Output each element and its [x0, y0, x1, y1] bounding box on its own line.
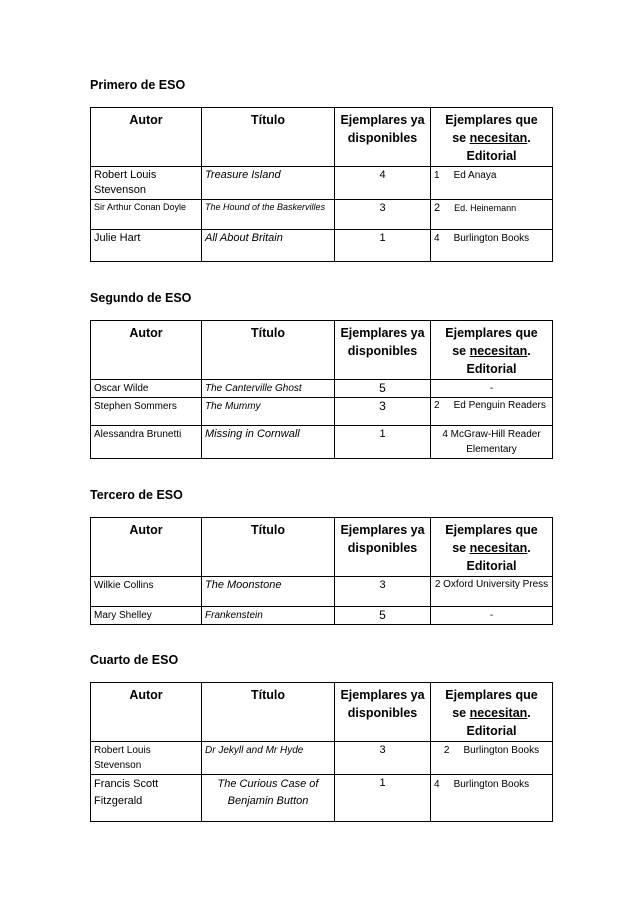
cell-editorial: 2 Oxford University Press	[431, 577, 553, 607]
cell-editorial: 4 Burlington Books	[431, 230, 553, 262]
header-necesitan: Ejemplares que se necesitan. Editorial	[431, 321, 553, 380]
cell-ejemplares: 5	[335, 380, 431, 398]
header-autor: Autor	[91, 321, 202, 380]
table-row	[91, 426, 553, 459]
header-titulo: Título	[202, 518, 335, 577]
cell-titulo: Treasure Island	[202, 167, 335, 200]
cell-autor: Wilkie Collins	[91, 577, 202, 607]
cell-editorial: -	[431, 380, 553, 398]
section-segundo	[90, 289, 552, 459]
cell-titulo: Missing in Cornwall	[202, 426, 335, 459]
cell-ejemplares: 3	[335, 577, 431, 607]
header-titulo: Título	[202, 108, 335, 167]
table-row	[91, 380, 553, 398]
header-titulo: Título	[202, 683, 335, 742]
table-row	[91, 775, 553, 822]
cell-titulo: All About Britain	[202, 230, 335, 262]
section-tercero	[90, 486, 552, 625]
cell-titulo: The Moonstone	[202, 577, 335, 607]
cell-autor: Francis Scott Fitzgerald	[91, 775, 202, 822]
header-ejemplares: Ejemplares ya disponibles	[335, 683, 431, 742]
table-row	[91, 167, 553, 200]
cell-editorial: 2 Burlington Books	[431, 742, 553, 775]
header-autor: Autor	[91, 518, 202, 577]
cell-titulo: The Mummy	[202, 398, 335, 426]
books-table	[90, 682, 553, 822]
cell-titulo: The Canterville Ghost	[202, 380, 335, 398]
header-necesitan: Ejemplares que se necesitan. Editorial	[431, 683, 553, 742]
cell-autor: Robert Louis Stevenson	[91, 167, 202, 200]
cell-titulo: The Hound of the Baskervilles	[202, 200, 335, 230]
cell-titulo: The Curious Case of Benjamin Button	[202, 775, 335, 822]
cell-editorial: 4 Burlington Books	[431, 775, 553, 822]
section-primero	[90, 76, 552, 262]
cell-editorial: 2 Ed. Heinemann	[431, 200, 553, 230]
table-row	[91, 607, 553, 625]
section-cuarto	[90, 651, 552, 822]
header-necesitan: Ejemplares que se necesitan. Editorial	[431, 518, 553, 577]
cell-ejemplares: 4	[335, 167, 431, 200]
header-row	[91, 321, 553, 380]
header-row	[91, 683, 553, 742]
section-title: Tercero de ESO	[90, 488, 183, 502]
table-row	[91, 230, 553, 262]
cell-ejemplares: 1	[335, 230, 431, 262]
cell-editorial: -	[431, 607, 553, 625]
cell-titulo: Frankenstein	[202, 607, 335, 625]
cell-autor: Julie Hart	[91, 230, 202, 262]
cell-editorial: 1 Ed Anaya	[431, 167, 553, 200]
books-table	[90, 517, 553, 625]
section-title: Segundo de ESO	[90, 291, 192, 305]
table-row	[91, 200, 553, 230]
header-titulo: Título	[202, 321, 335, 380]
cell-ejemplares: 3	[335, 200, 431, 230]
header-ejemplares: Ejemplares ya disponibles	[335, 321, 431, 380]
section-title: Cuarto de ESO	[90, 653, 179, 667]
cell-editorial: 2 Ed Penguin Readers	[431, 398, 553, 426]
cell-autor: Alessandra Brunetti	[91, 426, 202, 459]
cell-editorial: 4 McGraw-Hill Reader Elementary	[431, 426, 553, 459]
header-necesitan: Ejemplares que se necesitan. Editorial	[431, 108, 553, 167]
cell-ejemplares: 3	[335, 742, 431, 775]
cell-ejemplares: 5	[335, 607, 431, 625]
cell-autor: Oscar Wilde	[91, 380, 202, 398]
header-ejemplares: Ejemplares ya disponibles	[335, 108, 431, 167]
header-row	[91, 518, 553, 577]
cell-autor: Robert Louis Stevenson	[91, 742, 202, 775]
cell-ejemplares: 3	[335, 398, 431, 426]
cell-autor: Sir Arthur Conan Doyle	[91, 200, 202, 230]
cell-autor: Stephen Sommers	[91, 398, 202, 426]
table-row	[91, 577, 553, 607]
table-row	[91, 742, 553, 775]
section-title: Primero de ESO	[90, 78, 186, 92]
header-ejemplares: Ejemplares ya disponibles	[335, 518, 431, 577]
cell-titulo: Dr Jekyll and Mr Hyde	[202, 742, 335, 775]
cell-autor: Mary Shelley	[91, 607, 202, 625]
cell-ejemplares: 1	[335, 775, 431, 822]
books-table	[90, 320, 553, 459]
cell-ejemplares: 1	[335, 426, 431, 459]
header-autor: Autor	[91, 108, 202, 167]
header-row	[91, 108, 553, 167]
table-row	[91, 398, 553, 426]
header-autor: Autor	[91, 683, 202, 742]
books-table	[90, 107, 553, 262]
